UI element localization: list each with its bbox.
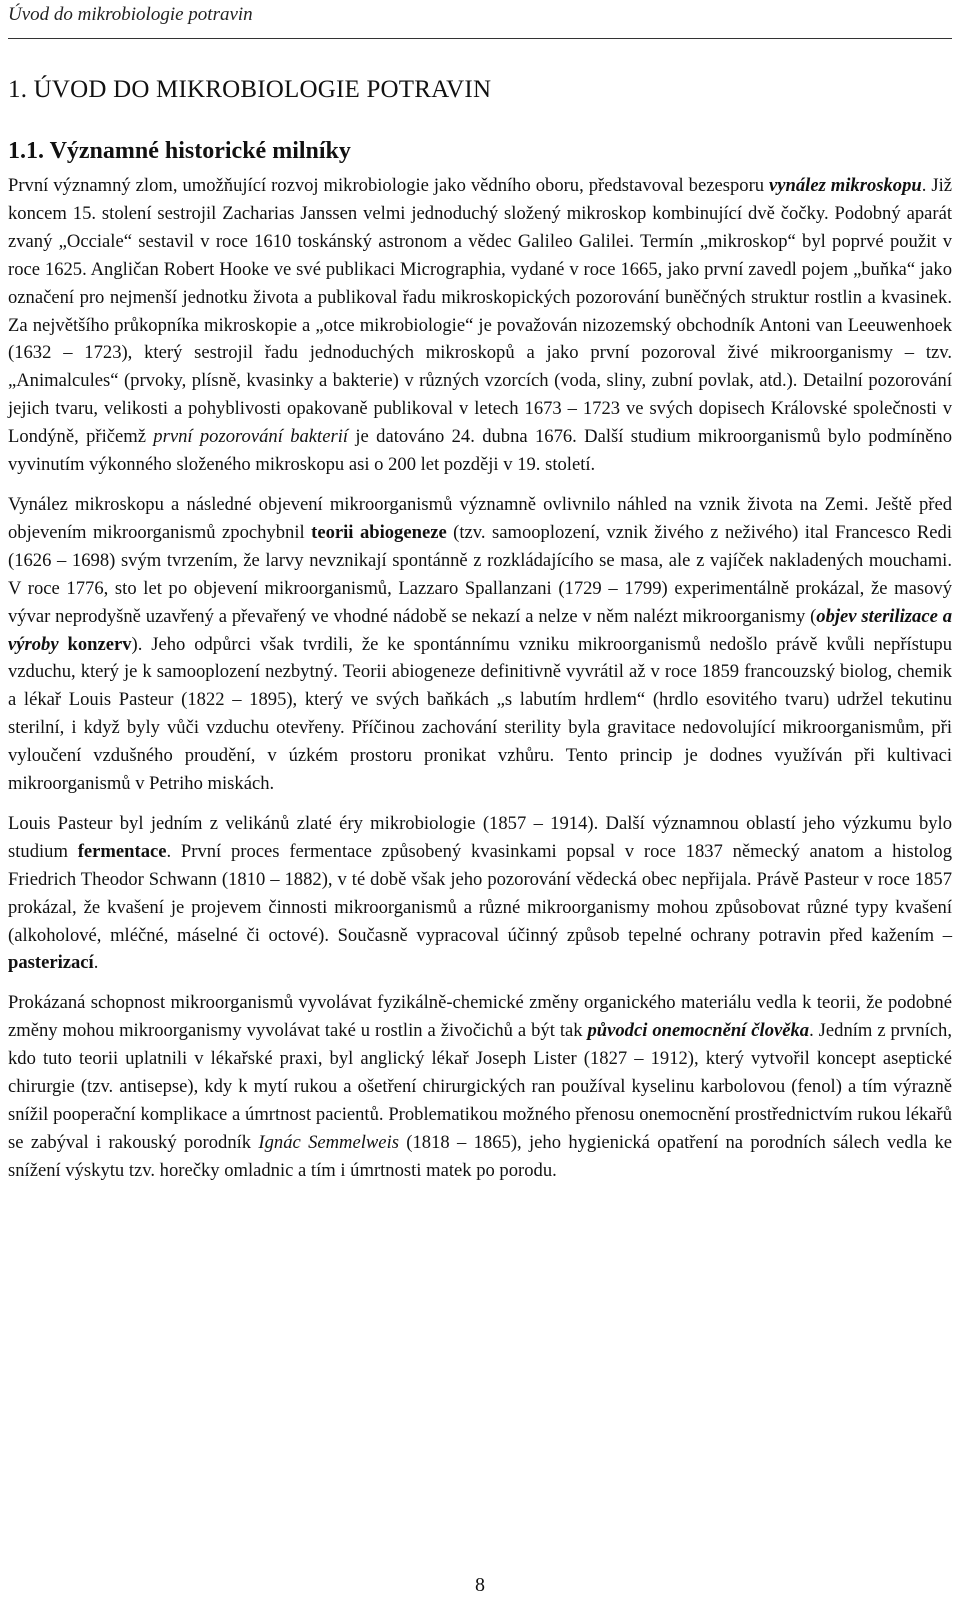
emphasis-run: původci onemocnění člověka xyxy=(587,1020,810,1042)
running-header: Úvod do mikrobiologie potravin xyxy=(8,4,253,25)
header-divider xyxy=(8,38,952,39)
text-run: (1818 – 1865), jeho hygienická opatření na porodních sálech vedla ke snížení výskytu tzv. horečky omladnic a tím i úmrtnosti matek po porodu. xyxy=(8,1131,952,1181)
paragraph-abiogenesis xyxy=(8,491,952,798)
emphasis-run: objev sterilizace a výroby xyxy=(8,605,952,655)
text-run: . První proces fermentace způsobený kvasinkami popsal v roce 1837 německý anatom a histolog Friedrich Theodor Schwann (1810 – 1882), v té době však jeho pozorování vědecká obec nepřijala. Právě Pasteur v roce 1857 prokázal, že kvašení je projevem činnosti mikroorganismů a různé mikroorganismy mohou způsobovat různé typy kvašení (alkoholové, mléčné, máselné či octové). Současně vypracoval účinný způsob tepelné ochrany potravin před kažením – xyxy=(8,840,952,946)
page-number: 8 xyxy=(475,1574,485,1596)
text-run: Vynález mikroskopu a následné objevení mikroorganismů významně ovlivnilo náhled na vznik života na Zemi. Ještě před objevením mikroorganismů zpochybnil xyxy=(8,493,952,543)
text-run: . Jedním z prvních, kdo tuto teorii uplatnili v lékařské praxi, byl anglický lékař Joseph Lister (1827 – 1912), který vytvořil koncept aseptické chirurgie (tzv. antisepse), kdy k mytí rukou a ošetření chirurgických ran používal kyselinu karbolovou (fenol) a tím výrazně snížil pooperační komplikace a úmrtnost pacientů. Problematikou možného přenosu onemocnění prostřednictvím rukou lékařů se zabýval i rakouský porodník xyxy=(8,1020,952,1153)
text-run: ). Jeho odpůrci však tvrdili, že ke spontánnímu vzniku mikroorganismů nedošlo právě kvůli nepřístupu vzduchu, který je k samooplození nezbytný. Teorii abiogeneze definitivně vyvrátil až v roce 1859 francouzský biolog, chemik a lékař Louis Pasteur (1822 – 1895), který ve svých baňkách „s labutím hrdlem“ (hrdlo esovitého tvaru) udržel tekutinu sterilní, i když byly vůči vzduchu otevřeny. Příčinou zachování sterility byla gravitace nedovolující mikroorganismům, při vyloučení vzdušného proudění, v úzkém prostoru pronikat vzhůru. Tento princip je dodnes využíván při kultivaci mikroorganismů v Petriho miskách. xyxy=(8,633,952,795)
bold-run: pasterizací xyxy=(8,952,94,974)
emphasis-run: Ignác Semmelweis xyxy=(258,1131,399,1153)
text-run: Prokázaná schopnost mikroorganismů vyvolávat fyzikálně-chemické změny organického materiálu vedla k teorii, že podobné změny mohou mikroorganismy vyvolávat také u rostlin a živočichů a být tak xyxy=(8,992,952,1042)
bold-run: teorii abiogeneze xyxy=(311,521,447,543)
chapter-title: 1. ÚVOD DO MIKROBIOLOGIE POTRAVIN xyxy=(8,76,492,103)
text-run: (tzv. samooplození, vznik živého z neživého) ital Francesco Redi (1626 – 1698) svým tvrzením, že larvy nevznikají spontánně z rozkládajícího se masa, ale z vajíček nakladených mouchami. V roce 1776, sto let po objevení mikroorganismů, Lazzaro Spallanzani (1729 – 1799) experimentálně prokázal, že masový vývar neprodyšně uzavřený a převařený ve vhodné nádobě se nekazí a nelze v něm nalézt mikroorganismy ( xyxy=(8,521,952,627)
text-run: Louis Pasteur byl jedním z velikánů zlaté éry mikrobiologie (1857 – 1914). Další významnou oblastí jeho výzkumu bylo studium xyxy=(8,812,952,862)
text-run: . Již koncem 15. stolení sestrojil Zacharias Janssen velmi jednoduchý složený mikroskop kombinující dvě čočky. Podobný aparát zvaný „Occiale“ sestavil v roce 1610 toskánský astronom a vědec Galileo Galilei. Termín „mikroskop“ byl poprvé použit v roce 1625. Angličan Robert Hooke ve své publikaci Micrographia, vydané v roce 1665, jako první zavedl pojem „buňka“ jako označení pro nejmenší jednotku života a publikoval řadu mikroskopických pozorování buněčných struktur rostlin a kvasinek. Za největšího průkopníka mikroskopie a „otce mikrobiologie“ je považován nizozemský obchodník Antoni van Leeuwenhoek (1632 – 1723), který sestrojil řadu jednoduchých mikroskopů a jako první pozoroval živé mikroorganismy – tzv. „Animalcules“ (prvoky, plísně, kvasinky a bakterie) v různých vzorcích (voda, sliny, zubní povlak, atd.). Detailní pozorování jejich tvaru, velikosti a pohyblivosti opakovaně publikoval v letech 1673 – 1723 ve svých dopisech Královské společnosti v Londýně, přičemž xyxy=(8,175,953,448)
paragraph-microscope xyxy=(8,172,952,479)
paragraph-disease xyxy=(8,989,952,1184)
emphasis-run: vynález mikroskopu xyxy=(769,175,922,196)
bold-run: konzerv xyxy=(67,633,132,655)
bold-run: fermentace xyxy=(77,840,167,862)
paragraph-fermentation xyxy=(8,810,952,977)
section-title: 1.1. Významné historické milníky xyxy=(8,138,351,164)
text-run: . xyxy=(93,952,99,974)
text-run: je datováno 24. dubna 1676. Další studium mikroorganismů bylo podmíněno vyvinutím výkonného složeného mikroskopu asi o 200 let později v 19. století. xyxy=(8,426,952,476)
body-text xyxy=(8,172,952,1197)
emphasis-run: první pozorování bakterií xyxy=(153,426,349,448)
text-run: První významný zlom, umožňující rozvoj mikrobiologie jako vědního oboru, představoval bezesporu xyxy=(8,175,770,196)
